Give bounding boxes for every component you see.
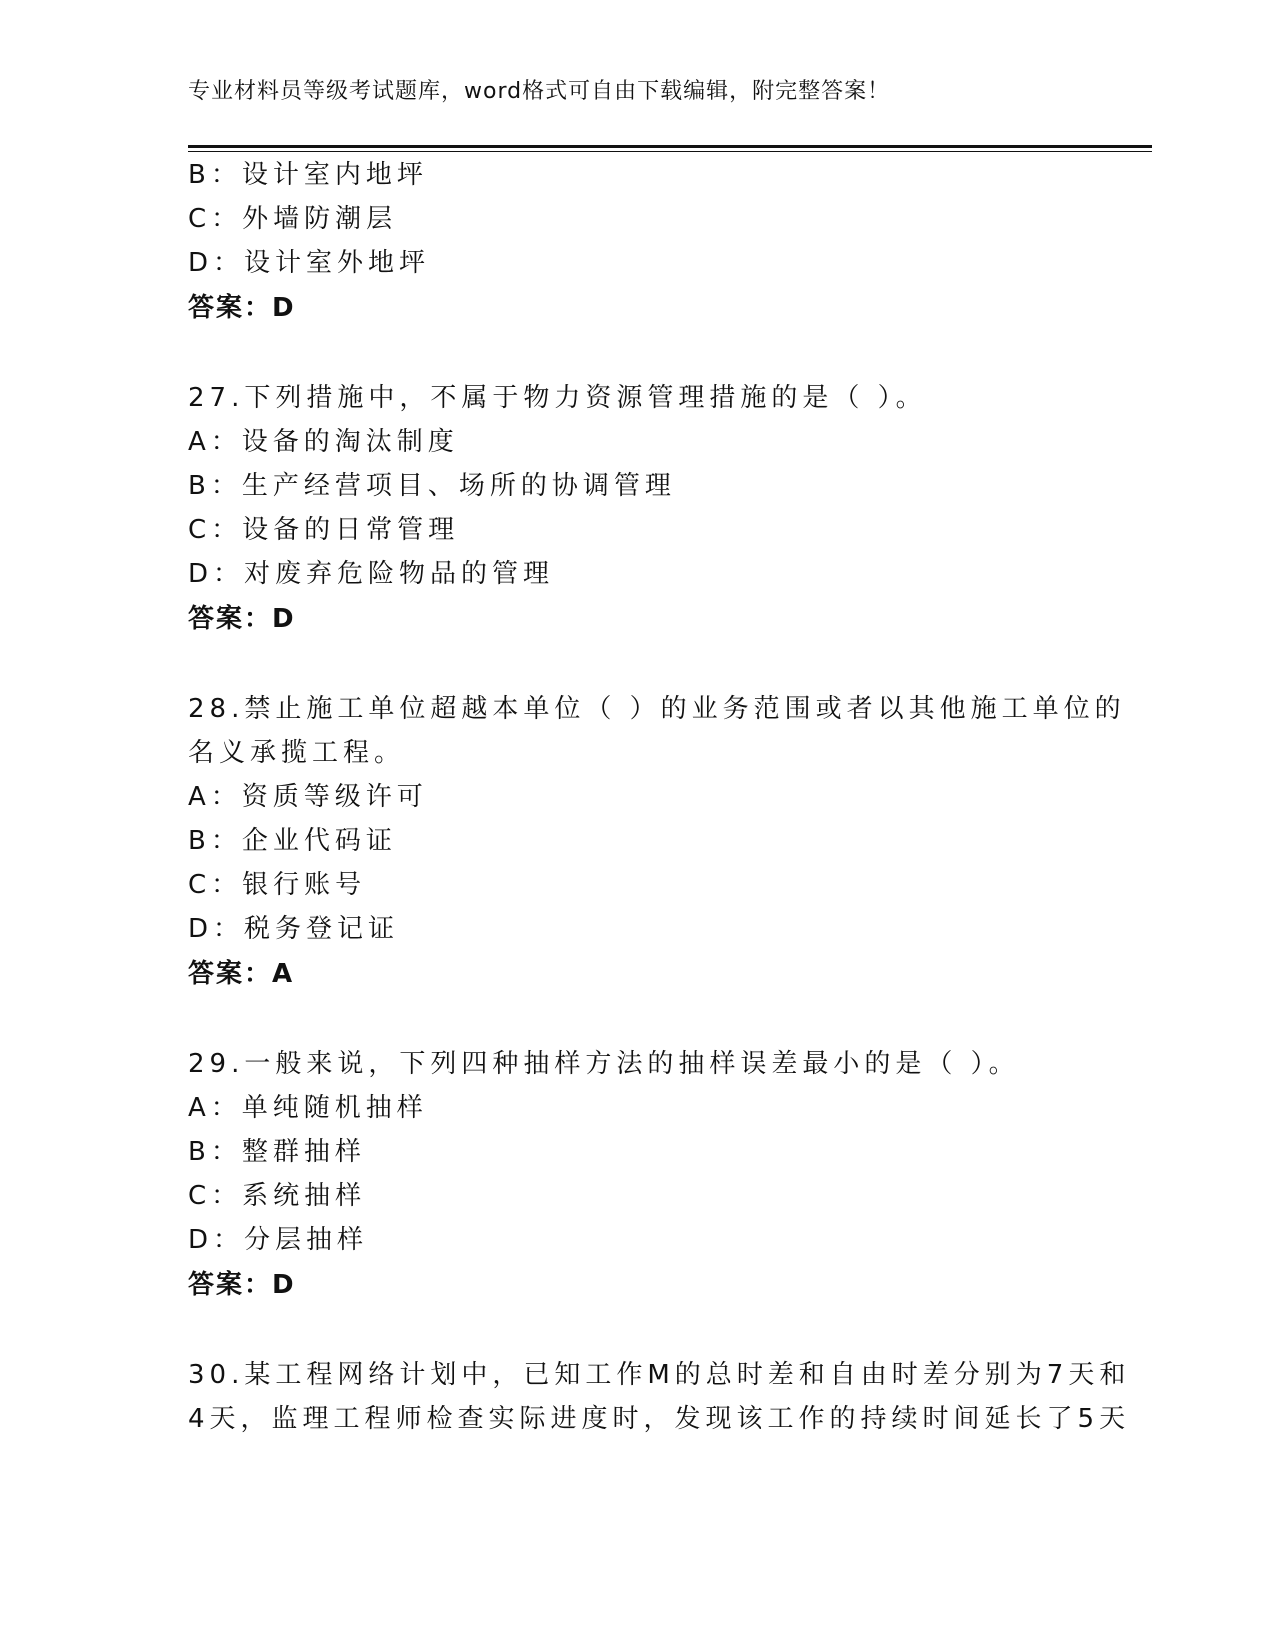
answer-line: 答案：D xyxy=(188,293,296,323)
answer-line: 答案：A xyxy=(188,959,295,989)
option-b: B：企业代码证 xyxy=(188,826,397,856)
question-30-stem: 30.某工程网络计划中，已知工作M的总时差和自由时差分别为7天和 xyxy=(188,1360,1131,1390)
option-d: D：分层抽样 xyxy=(188,1225,369,1255)
option-c: C：外墙防潮层 xyxy=(188,204,398,234)
question-29-stem: 29.一般来说，下列四种抽样方法的抽样误差最小的是（ ）。 xyxy=(188,1049,1020,1079)
option-b: B：整群抽样 xyxy=(188,1137,366,1167)
question-27-stem: 27.下列措施中，不属于物力资源管理措施的是（ ）。 xyxy=(188,383,927,413)
question-28-stem-cont: 名义承揽工程。 xyxy=(188,738,406,768)
header-rule-thin xyxy=(188,151,1152,152)
answer-line: 答案：D xyxy=(188,1270,296,1300)
question-28-stem: 28.禁止施工单位超越本单位（ ）的业务范围或者以其他施工单位的 xyxy=(188,694,1126,724)
option-c: C：系统抽样 xyxy=(188,1181,367,1211)
option-c: C：银行账号 xyxy=(188,870,367,900)
option-a: A：设备的淘汰制度 xyxy=(188,427,459,457)
option-d: D：设计室外地坪 xyxy=(188,248,431,278)
option-b: B：生产经营项目、场所的协调管理 xyxy=(188,471,676,501)
option-c: C：设备的日常管理 xyxy=(188,515,460,545)
page-header: 专业材料员等级考试题库，word格式可自由下载编辑，附完整答案！ xyxy=(188,79,891,104)
option-b: B：设计室内地坪 xyxy=(188,160,428,190)
option-d: D：对废弃危险物品的管理 xyxy=(188,559,555,589)
header-rule-thick xyxy=(188,145,1152,148)
option-d: D：税务登记证 xyxy=(188,914,400,944)
question-30-stem-cont: 4天，监理工程师检查实际进度时，发现该工作的持续时间延长了5天 xyxy=(188,1404,1131,1434)
option-a: A：单纯随机抽样 xyxy=(188,1093,428,1123)
answer-line: 答案：D xyxy=(188,604,296,634)
option-a: A：资质等级许可 xyxy=(188,782,428,812)
